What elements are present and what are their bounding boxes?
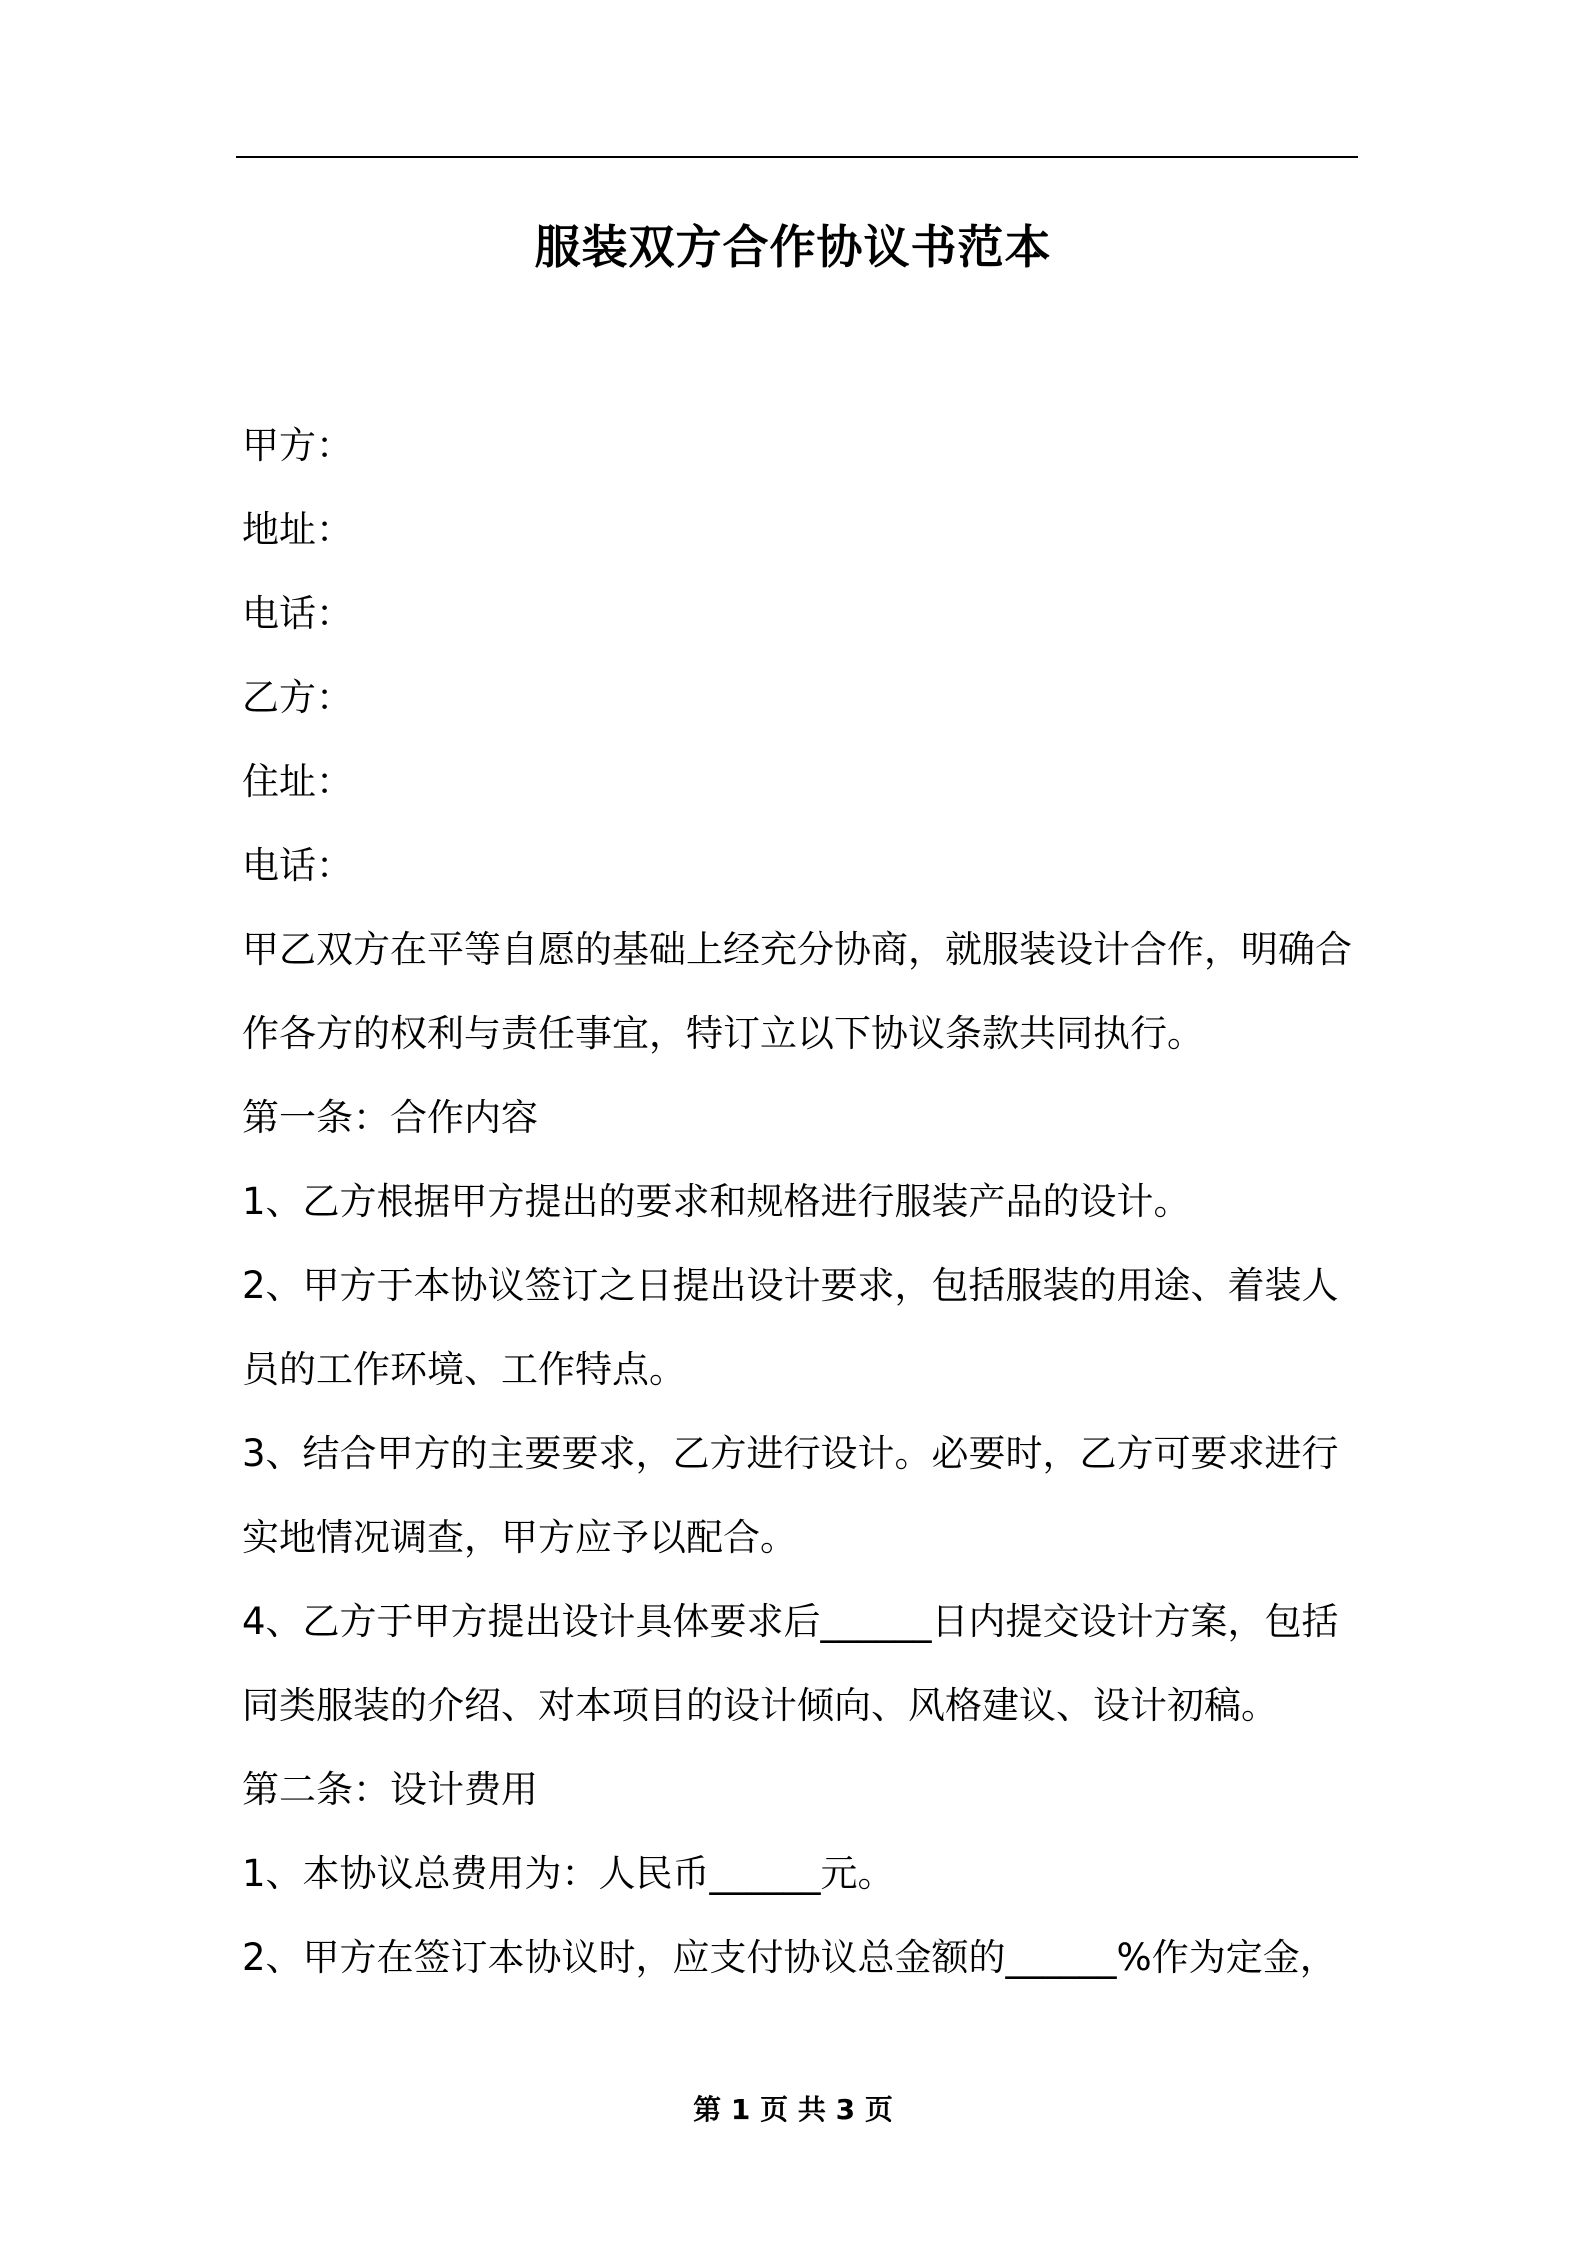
article-1-clause-4-line-2: 同类服装的介绍、对本项目的设计倾向、风格建议、设计初稿。 bbox=[242, 1684, 1278, 1727]
document-body bbox=[242, 404, 1362, 2000]
article-2-heading: 第二条：设计费用 bbox=[242, 1768, 538, 1811]
party-b-line: 乙方： bbox=[242, 676, 353, 719]
article-1-clause-3-line-1: 3、结合甲方的主要要求，乙方进行设计。必要时，乙方可要求进行 bbox=[242, 1432, 1339, 1475]
preamble-line-2: 作各方的权利与责任事宜，特订立以下协议条款共同执行。 bbox=[242, 1012, 1204, 1055]
party-a-line: 甲方： bbox=[242, 424, 353, 467]
page-footer: 第 1 页 共 3 页 bbox=[693, 2093, 893, 2126]
article-1-clause-3-line-2: 实地情况调查，甲方应予以配合。 bbox=[242, 1516, 797, 1559]
header-rule bbox=[236, 156, 1358, 158]
article-1-clause-2-line-2: 员的工作环境、工作特点。 bbox=[242, 1348, 686, 1391]
party-b-phone-line: 电话： bbox=[242, 844, 353, 887]
article-1-clause-2-line-1: 2、甲方于本协议签订之日提出设计要求，包括服装的用途、着装人 bbox=[242, 1264, 1339, 1307]
document-title: 服装双方合作协议书范本 bbox=[534, 220, 1052, 274]
party-a-address-line: 地址： bbox=[242, 508, 353, 551]
party-a-phone-line: 电话： bbox=[242, 592, 353, 635]
party-b-address-line: 住址： bbox=[242, 760, 353, 803]
article-2-clause-1: 1、本协议总费用为：人民币______元。 bbox=[242, 1852, 895, 1895]
article-2-clause-2-line-1: 2、甲方在签订本协议时，应支付协议总金额的______%作为定金， bbox=[242, 1936, 1337, 1979]
article-1-heading: 第一条：合作内容 bbox=[242, 1096, 538, 1139]
article-1-clause-4-line-1: 4、乙方于甲方提出设计具体要求后______日内提交设计方案，包括 bbox=[242, 1600, 1339, 1643]
article-1-clause-1: 1、乙方根据甲方提出的要求和规格进行服装产品的设计。 bbox=[242, 1180, 1191, 1223]
preamble-line-1: 甲乙双方在平等自愿的基础上经充分协商，就服装设计合作，明确合 bbox=[242, 928, 1352, 971]
